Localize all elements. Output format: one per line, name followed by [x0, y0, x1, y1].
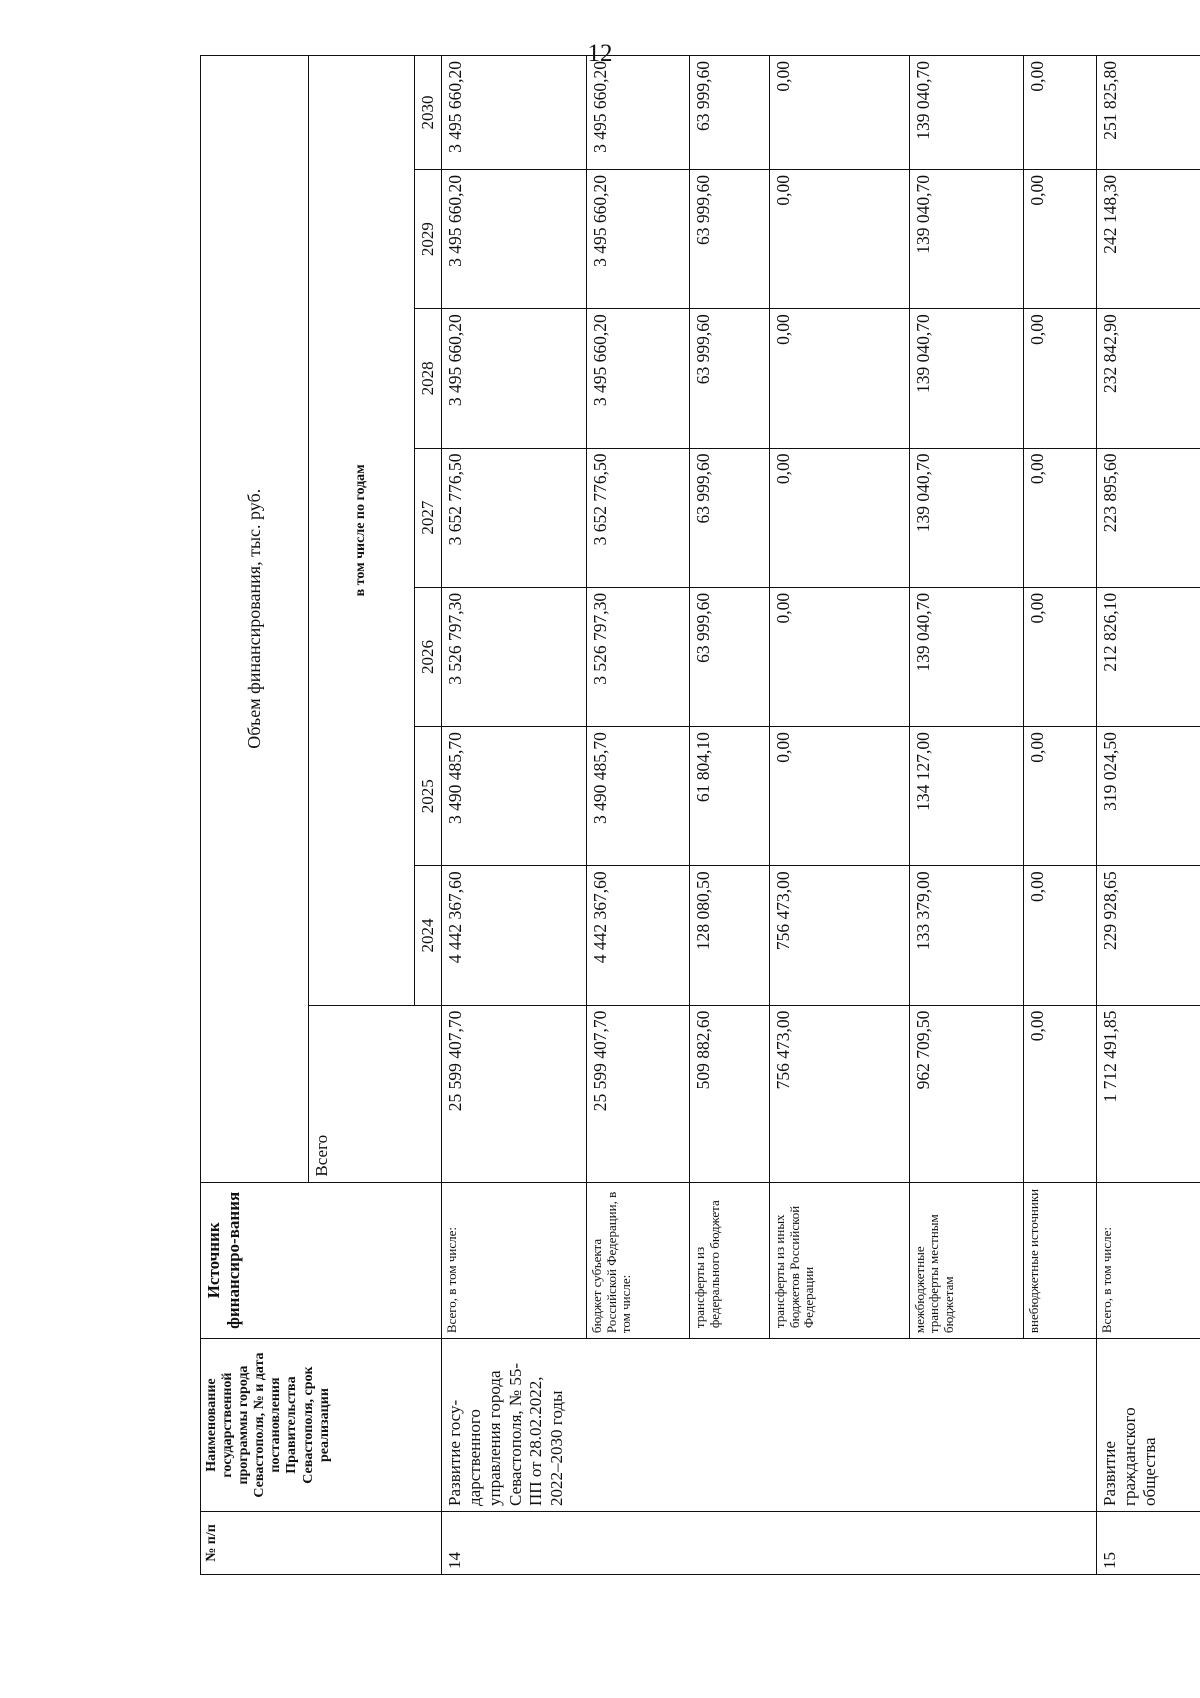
source-cell: бюджет субъекта Российской Федерации, в том числе: — [587, 1182, 690, 1339]
year-header: 2030 — [415, 56, 442, 170]
year-value-cell: 0,00 — [1024, 56, 1096, 170]
total-cell: 0,00 — [1024, 1005, 1096, 1182]
year-value-cell: 63 999,60 — [690, 56, 770, 170]
program-name: Развитие гражданского общества — [1096, 1339, 1200, 1512]
year-value-cell: 139 040,70 — [909, 309, 1024, 448]
year-value-cell: 0,00 — [1024, 587, 1096, 726]
year-value-cell: 251 825,80 — [1096, 56, 1200, 170]
year-value-cell: 3 652 776,50 — [587, 448, 690, 587]
year-header: 2024 — [415, 866, 442, 1005]
table-row — [1096, 56, 1200, 1575]
source-cell: трансферты из иных бюджетов Российской Федерации — [770, 1182, 909, 1339]
source-cell: внебюджетные источники — [1024, 1182, 1096, 1339]
total-cell: 25 599 407,70 — [587, 1005, 690, 1182]
year-value-cell: 3 495 660,20 — [441, 56, 587, 170]
year-value-cell: 128 080,50 — [690, 866, 770, 1005]
year-value-cell: 229 928,65 — [1096, 866, 1200, 1005]
year-value-cell: 3 495 660,20 — [587, 56, 690, 170]
year-header: 2025 — [415, 727, 442, 866]
year-value-cell: 139 040,70 — [909, 56, 1024, 170]
year-value-cell: 3 526 797,30 — [587, 587, 690, 726]
table-row — [441, 56, 587, 1575]
header-source: Источник финансиро-вания — [201, 1182, 442, 1339]
year-value-cell: 63 999,60 — [690, 448, 770, 587]
total-cell: 756 473,00 — [770, 1005, 909, 1182]
row-number: 15 — [1096, 1511, 1200, 1574]
header-program-name: Наименование государственной программы города Севастополя, № и дата постановления Правительства Севастополя, срок реализации — [201, 1339, 442, 1512]
year-value-cell: 756 473,00 — [770, 866, 909, 1005]
header-volume: Объем финансирования, тыс. руб. — [201, 56, 309, 1183]
page-number: 12 — [587, 40, 613, 67]
year-value-cell: 0,00 — [770, 56, 909, 170]
year-value-cell: 139 040,70 — [909, 448, 1024, 587]
year-value-cell: 3 652 776,50 — [441, 448, 587, 587]
row-number: 14 — [441, 1511, 1096, 1574]
rotated-table-wrapper — [200, 55, 1200, 1575]
year-header: 2029 — [415, 169, 442, 308]
year-value-cell: 0,00 — [770, 448, 909, 587]
year-value-cell: 4 442 367,60 — [587, 866, 690, 1005]
header-number: № п/п — [201, 1511, 442, 1574]
year-value-cell: 319 024,50 — [1096, 727, 1200, 866]
year-value-cell: 0,00 — [770, 727, 909, 866]
year-value-cell: 232 842,90 — [1096, 309, 1200, 448]
year-header: 2027 — [415, 448, 442, 587]
year-header: 2026 — [415, 587, 442, 726]
header-total: Всего — [309, 1005, 442, 1182]
source-cell: трансферты из федерального бюджета — [690, 1182, 770, 1339]
total-cell: 1 712 491,85 — [1096, 1005, 1200, 1182]
year-value-cell: 139 040,70 — [909, 587, 1024, 726]
year-value-cell: 3 490 485,70 — [441, 727, 587, 866]
year-value-cell: 0,00 — [1024, 448, 1096, 587]
source-cell: Всего, в том числе: — [1096, 1182, 1200, 1339]
year-value-cell: 4 442 367,60 — [441, 866, 587, 1005]
total-cell: 509 882,60 — [690, 1005, 770, 1182]
year-value-cell: 3 495 660,20 — [587, 309, 690, 448]
year-value-cell: 0,00 — [1024, 309, 1096, 448]
year-value-cell: 133 379,00 — [909, 866, 1024, 1005]
source-cell: Всего, в том числе: — [441, 1182, 587, 1339]
year-value-cell: 63 999,60 — [690, 587, 770, 726]
year-value-cell: 0,00 — [1024, 866, 1096, 1005]
year-value-cell: 134 127,00 — [909, 727, 1024, 866]
source-cell: межбюджетные трансферты местным бюджетам — [909, 1182, 1024, 1339]
financing-table — [200, 55, 1200, 1575]
total-cell: 25 599 407,70 — [441, 1005, 587, 1182]
year-value-cell: 3 495 660,20 — [441, 169, 587, 308]
year-value-cell: 212 826,10 — [1096, 587, 1200, 726]
program-name: Развитие госу-дарственного управления города Севастополя, № 55-ПП от 28.02.2022, 2022–2030 годы — [441, 1339, 1096, 1512]
year-value-cell: 63 999,60 — [690, 309, 770, 448]
year-value-cell: 139 040,70 — [909, 169, 1024, 308]
year-value-cell: 242 148,30 — [1096, 169, 1200, 308]
year-value-cell: 3 495 660,20 — [587, 169, 690, 308]
year-value-cell: 3 526 797,30 — [441, 587, 587, 726]
header-by-years: в том числе по годам — [309, 56, 415, 1006]
year-value-cell: 63 999,60 — [690, 169, 770, 308]
year-header: 2028 — [415, 309, 442, 448]
year-value-cell: 0,00 — [770, 169, 909, 308]
year-value-cell: 3 490 485,70 — [587, 727, 690, 866]
year-value-cell: 0,00 — [770, 587, 909, 726]
year-value-cell: 0,00 — [1024, 727, 1096, 866]
year-value-cell: 223 895,60 — [1096, 448, 1200, 587]
year-value-cell: 61 804,10 — [690, 727, 770, 866]
year-value-cell: 0,00 — [1024, 169, 1096, 308]
total-cell: 962 709,50 — [909, 1005, 1024, 1182]
year-value-cell: 0,00 — [770, 309, 909, 448]
year-value-cell: 3 495 660,20 — [441, 309, 587, 448]
